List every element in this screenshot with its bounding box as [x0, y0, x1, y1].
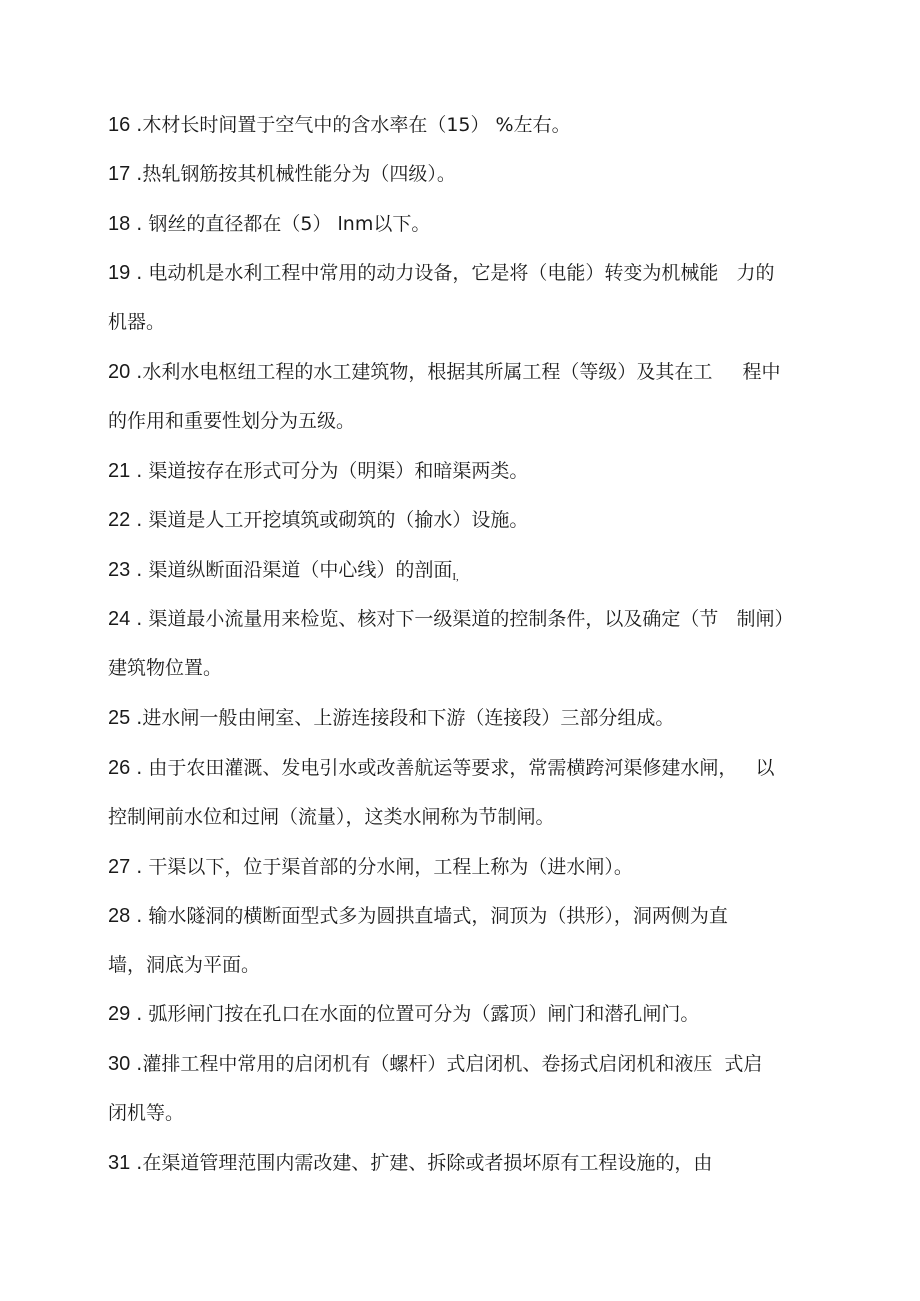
item-26-number: 26 — [108, 757, 131, 779]
item-23-number: 23 — [108, 559, 131, 581]
item-18-line-1 — [108, 212, 430, 236]
item-31-text: .在渠道管理范围内需改建、扩建、拆除或者损坏原有工程设施的，由 — [130, 1152, 713, 1174]
item-26-line-2: 控制闸前水位和过闸（流量），这类水闸称为节制闸。 — [108, 806, 555, 828]
item-27-number: 27 — [108, 856, 131, 878]
item-18-text: . 钢丝的直径都在（5） lnm以下。 — [130, 213, 431, 235]
item-29-text: . 弧形闸门按在孔口在水面的位置可分为（露顶）闸门和潜孔闸门。 — [130, 1003, 700, 1025]
item-23-line-1 — [108, 558, 459, 589]
item-25-number: 25 — [108, 707, 131, 729]
item-28-line-1 — [108, 904, 728, 928]
item-21-text: . 渠道按存在形式可分为（明渠）和暗渠两类。 — [130, 460, 529, 482]
item-25-text: .进水闸一般由闸室、上游连接段和下游（连接段）三部分组成。 — [130, 707, 675, 729]
item-24-text: . 渠道最小流量用来检览、核对下一级渠道的控制条件，以及确定（节 制闸） — [130, 608, 794, 630]
item-17-line-1 — [108, 162, 456, 186]
item-19-line-2: 机器。 — [108, 311, 166, 333]
item-27-text: . 干渠以下，位于渠首部的分水闸，工程上称为（进水闸）。 — [130, 856, 633, 878]
item-29-number: 29 — [108, 1003, 131, 1025]
item-21-number: 21 — [108, 460, 131, 482]
item-30-line-1 — [108, 1052, 762, 1076]
item-16-number: 16 — [108, 114, 131, 136]
item-25-line-1 — [108, 706, 674, 730]
item-18-number: 18 — [108, 213, 131, 235]
item-19-number: 19 — [108, 262, 131, 284]
item-23-text: . 渠道纵断面沿渠道（中心线）的剖面 — [130, 559, 453, 581]
item-20-line-2: 的作用和重要性划分为五级。 — [108, 410, 356, 432]
item-27-line-1 — [108, 855, 633, 879]
item-16-text: .木材长时间置于空气中的含水率在（15） %左右。 — [130, 114, 571, 136]
item-22-text: . 渠道是人工开挖填筑或砌筑的（揄水）设施。 — [130, 509, 529, 531]
item-22-number: 22 — [108, 509, 131, 531]
item-30-text: .灌排工程中常用的启闭机有（螺杆）式启闭机、卷扬式启闭机和液压 式启 — [130, 1053, 763, 1075]
item-31-line-1 — [108, 1151, 712, 1175]
item-23-subscript: I, — [452, 571, 459, 583]
item-20-number: 20 — [108, 361, 131, 383]
item-29-line-1 — [108, 1002, 699, 1026]
item-20-text: .水利水电枢纽工程的水工建筑物，根据其所属工程（等级）及其在工 程中 — [130, 361, 781, 383]
item-24-line-1 — [108, 607, 794, 631]
item-30-line-2: 闭机等。 — [108, 1102, 185, 1124]
item-30-number: 30 — [108, 1053, 131, 1075]
item-17-number: 17 — [108, 163, 131, 185]
item-22-line-1 — [108, 508, 528, 532]
item-31-number: 31 — [108, 1152, 131, 1174]
item-28-number: 28 — [108, 905, 131, 927]
item-26-line-1 — [108, 756, 775, 780]
item-24-line-2: 建筑物位置。 — [108, 657, 223, 679]
item-28-text: . 输水隧洞的横断面型式多为圆拱直墙式，洞顶为（拱形），洞两侧为直 — [130, 905, 728, 927]
item-19-line-1 — [108, 261, 775, 285]
item-17-text: .热轧钢筋按其机械性能分为（四级）。 — [130, 163, 456, 185]
item-16-line-1 — [108, 113, 571, 137]
item-20-line-1 — [108, 360, 781, 384]
item-24-number: 24 — [108, 608, 131, 630]
item-21-line-1 — [108, 459, 528, 483]
item-26-text: . 由于农田灌溉、发电引水或改善航运等要求，常需横跨河渠修建水闸， 以 — [130, 757, 775, 779]
item-28-line-2: 墙，洞底为平面。 — [108, 954, 261, 976]
item-19-text: . 电动机是水利工程中常用的动力设备，它是将（电能）转变为机械能 力的 — [130, 262, 775, 284]
